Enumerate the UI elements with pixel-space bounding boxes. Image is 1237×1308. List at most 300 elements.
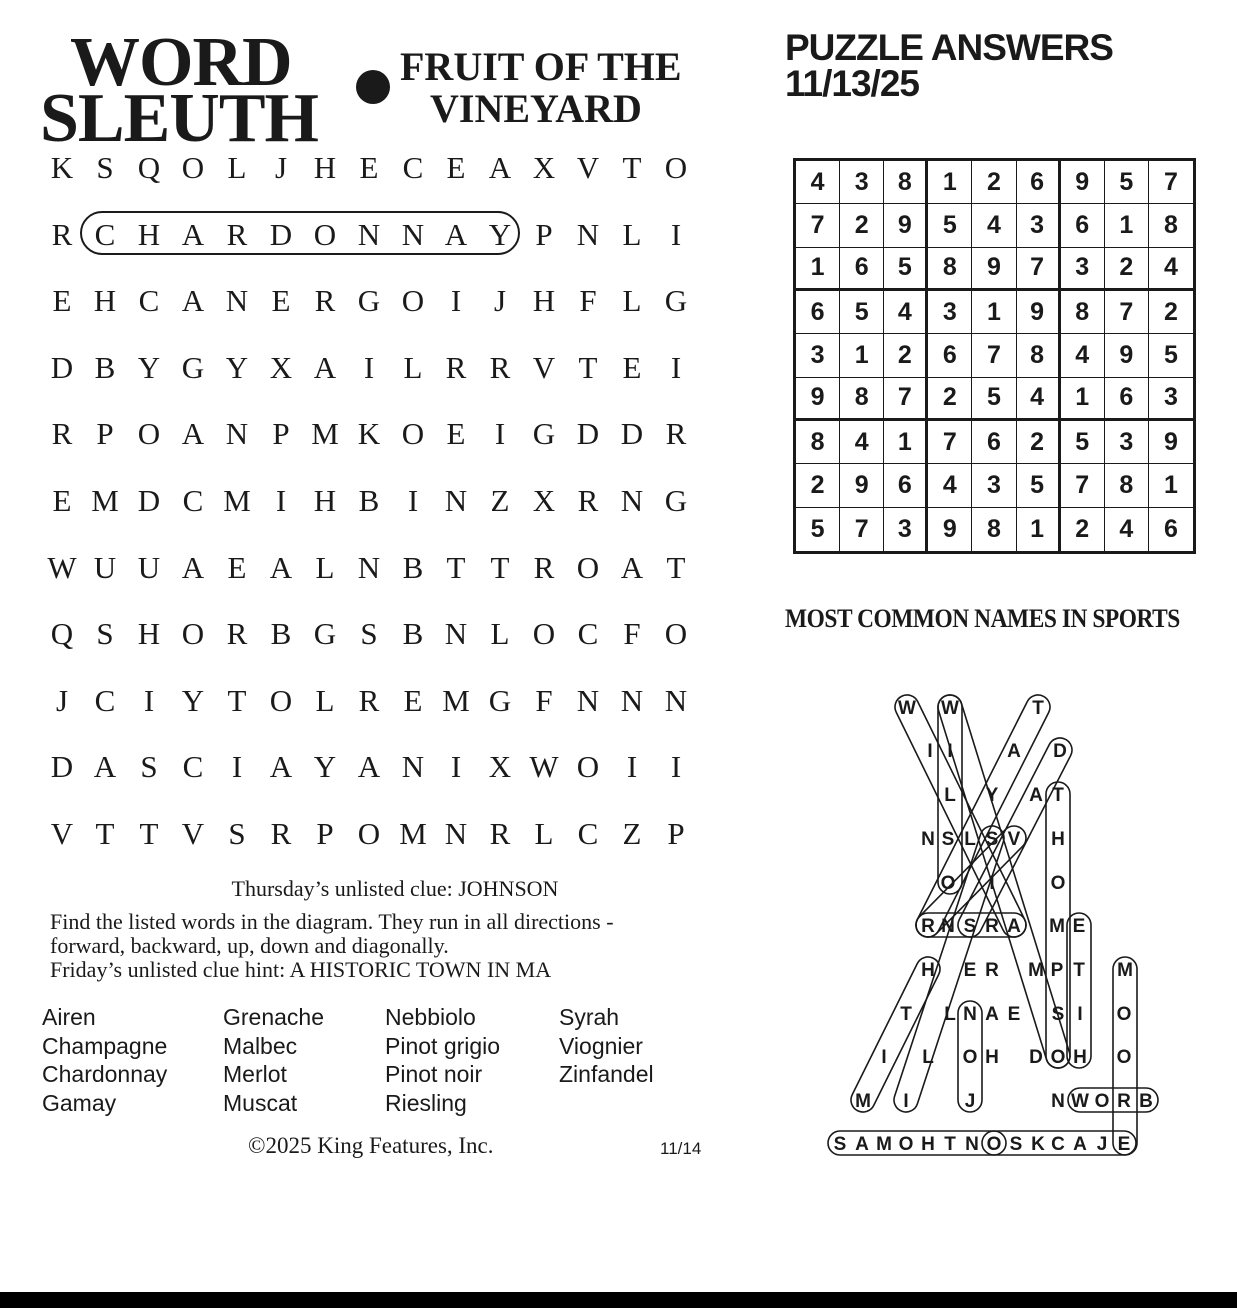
sudoku-cell: 5: [796, 508, 840, 551]
word-list-item: Riesling: [385, 1089, 467, 1116]
crisscross-letter: T: [944, 1134, 956, 1155]
word-search-row: [40, 348, 700, 388]
word-search-letter: H: [137, 616, 161, 652]
word-search-letter: K: [357, 416, 381, 452]
word-list-column: [223, 1003, 324, 1117]
word-search-letter: N: [620, 483, 644, 518]
word-search-letter: E: [359, 150, 379, 185]
crisscross-letter: A: [1007, 741, 1021, 762]
crisscross-letter: M: [876, 1134, 892, 1155]
crisscross-letter: S: [963, 916, 977, 937]
crisscross-letter: I: [903, 1091, 909, 1112]
puzzle-title-word: WORD: [70, 24, 292, 101]
crisscross-letter: O: [1094, 1091, 1110, 1112]
sudoku-cell: 6: [796, 291, 840, 334]
crisscross-letter: N: [963, 1004, 977, 1025]
word-search-letter: O: [401, 416, 425, 452]
puzzle-theme-line1: FRUIT OF THE: [400, 44, 682, 89]
word-search-row: [40, 414, 700, 454]
word-search-letter: O: [181, 616, 205, 652]
word-list-item: Pinot grigio: [385, 1032, 501, 1059]
word-search-letter: D: [50, 749, 74, 785]
word-search-letter: Y: [225, 349, 249, 385]
sudoku-cell: 7: [1017, 248, 1061, 291]
sudoku-cell: 3: [1061, 248, 1105, 291]
sudoku-cell: 9: [972, 248, 1016, 291]
sudoku-cell: 2: [840, 204, 884, 247]
word-search-letter: L: [403, 349, 423, 385]
word-search-letter: M: [399, 816, 427, 851]
word-search-letter: G: [664, 283, 688, 319]
sudoku-cell: 2: [1149, 291, 1193, 334]
sudoku-cell: 5: [928, 204, 972, 247]
sudoku-cell: 5: [972, 378, 1016, 421]
puzzle-title-sleuth: SLEUTH: [40, 80, 318, 157]
sudoku-cell: 5: [1105, 161, 1149, 204]
copyright: ©2025 King Features, Inc.: [248, 1133, 494, 1158]
word-search-letter: E: [52, 483, 72, 518]
word-search-letter: X: [488, 749, 512, 785]
crisscross-letter: L: [944, 1004, 956, 1025]
crisscross-letter: A: [1029, 785, 1043, 806]
word-search-letter: E: [271, 283, 291, 319]
word-list-item: Pinot noir: [385, 1061, 483, 1087]
sudoku-cell: 1: [796, 248, 840, 291]
word-search-row: [40, 148, 700, 188]
word-search-letter: S: [96, 616, 114, 652]
word-search-letter: B: [270, 616, 292, 652]
answers-title: [785, 27, 1113, 104]
bullet-icon: [356, 70, 390, 104]
sudoku-cell: 6: [1163, 514, 1178, 543]
sudoku-cell: 2: [1017, 421, 1061, 464]
word-search-row: [40, 681, 700, 721]
word-search-row: [40, 747, 700, 787]
word-search-letter: Y: [488, 216, 512, 252]
word-list-item: Zinfandel: [559, 1061, 654, 1087]
sudoku-cell: 9: [928, 508, 972, 551]
sudoku-cell: 4: [1017, 378, 1061, 421]
crisscross-letter: Y: [985, 785, 999, 806]
word-search-letter: G: [181, 349, 205, 385]
sudoku-cell: 1: [884, 421, 928, 464]
word-search-letter: H: [313, 483, 337, 518]
crisscross-letter: S: [1051, 1004, 1065, 1025]
word-list-column: [385, 1003, 500, 1117]
word-search-letter: D: [50, 349, 74, 385]
word-search-letter: T: [578, 349, 598, 385]
crisscross-letter: H: [921, 1134, 935, 1155]
word-list-column: [559, 1003, 654, 1089]
word-search-letter: N: [444, 816, 468, 851]
sudoku-cell: 4: [840, 421, 884, 464]
word-search-letter: V: [532, 349, 556, 385]
word-search-row: [40, 548, 700, 588]
sudoku-cell: 4: [972, 204, 1016, 247]
crisscross-letter: E: [1072, 916, 1086, 937]
crisscross-letter: R: [985, 916, 999, 937]
word-search-letter: A: [181, 283, 205, 319]
word-search-letter: N: [576, 216, 600, 252]
word-search-letter: O: [576, 549, 600, 585]
word-search-letter: A: [181, 216, 205, 252]
word-search-letter: P: [96, 416, 114, 452]
word-search-letter: T: [490, 549, 510, 585]
word-search-letter: N: [664, 682, 688, 718]
crisscross-letter: K: [1031, 1134, 1045, 1155]
crisscross-letter: N: [921, 829, 935, 850]
word-search-letter: V: [181, 816, 205, 851]
word-search-letter: R: [665, 416, 687, 452]
word-search-letter: N: [444, 616, 468, 652]
sudoku-cell: 8: [884, 161, 928, 204]
sudoku-cell: 4: [1105, 508, 1149, 551]
crisscross-letter: H: [921, 960, 935, 981]
word-search-letter: L: [227, 150, 247, 185]
word-search-letter: E: [52, 283, 72, 319]
crisscross-letter: I: [1077, 1004, 1083, 1025]
sudoku-cell: 7: [1061, 464, 1105, 507]
word-search-letter: L: [622, 216, 642, 252]
sudoku-cell: 6: [884, 464, 928, 507]
word-search-letter: R: [51, 416, 73, 452]
crisscross-letter: N: [965, 1134, 979, 1155]
sudoku-cell: 2: [972, 161, 1016, 204]
word-search-letter: R: [533, 549, 555, 585]
word-search-letter: N: [225, 283, 249, 319]
sudoku-cell: 7: [972, 334, 1016, 377]
crisscross-letter: T: [1032, 698, 1044, 719]
word-search-letter: N: [576, 682, 600, 718]
crisscross-letter: M: [1117, 960, 1133, 981]
word-search-letter: W: [529, 749, 559, 785]
word-search-row: [40, 281, 700, 321]
crisscross-letter: H: [985, 1047, 999, 1068]
crisscross-letter: A: [1073, 1134, 1087, 1155]
word-search-letter: C: [402, 150, 424, 185]
crisscross-letter: V: [1007, 829, 1021, 850]
sudoku-cell: 5: [1061, 421, 1105, 464]
word-list-item: Malbec: [223, 1032, 298, 1059]
sudoku-cell: 4: [928, 464, 972, 507]
word-search-row: [40, 614, 700, 654]
word-search-letter: C: [182, 749, 204, 785]
word-search-letter: X: [532, 483, 556, 518]
word-list-item: Grenache: [223, 1004, 325, 1030]
crisscross-letter: J: [1096, 1134, 1108, 1155]
sudoku-cell: 1: [972, 291, 1016, 334]
word-search-letter: R: [445, 349, 467, 385]
word-search-letter: I: [407, 483, 419, 518]
sudoku-cell: 9: [884, 204, 928, 247]
word-search-letter: A: [444, 216, 468, 252]
crisscross-letter: R: [985, 960, 999, 981]
word-search-letter: Y: [181, 682, 205, 718]
sudoku-cell: 1: [928, 161, 972, 204]
word-search-letter: A: [357, 749, 381, 785]
crisscross-letter: A: [855, 1134, 869, 1155]
sudoku-cell: 8: [1061, 291, 1105, 334]
word-search-letter: E: [227, 549, 247, 585]
crisscross-letter: L: [944, 785, 956, 806]
word-search-letter: I: [494, 416, 506, 452]
word-search-letter: T: [446, 549, 466, 585]
word-search-letter: A: [181, 549, 205, 585]
sudoku-cell: 4: [884, 291, 928, 334]
word-list-column: [42, 1003, 167, 1117]
crisscross-letter: O: [898, 1134, 914, 1155]
sudoku-cell: 8: [928, 248, 972, 291]
word-list-item: Merlot: [223, 1061, 287, 1087]
sudoku-cell: 8: [1105, 464, 1149, 507]
word-search-letter: U: [93, 549, 117, 585]
crisscross-letter: M: [855, 1091, 871, 1112]
instruction-line: Friday’s unlisted clue hint: A HISTORIC TOWN IN MA: [50, 957, 552, 982]
page-date: 11/14: [660, 1139, 702, 1158]
crisscross-letter: O: [962, 1047, 978, 1068]
crisscross-letter: B: [1139, 1091, 1153, 1112]
word-search-letter: A: [181, 416, 205, 452]
sudoku-cell: 9: [1149, 421, 1193, 464]
crisscross-letter: E: [1007, 1004, 1021, 1025]
sudoku-cell: 2: [1061, 508, 1105, 551]
crisscross-letter: I: [927, 741, 933, 762]
instructions: [50, 910, 730, 982]
word-search-letter: Y: [137, 349, 161, 385]
word-search-letter: L: [622, 283, 642, 319]
sudoku-cell: 2: [1105, 248, 1149, 291]
answer-word-capsule: [891, 691, 1030, 941]
word-search-letter: Y: [313, 749, 337, 785]
word-search-letter: B: [358, 483, 380, 518]
sudoku-cell: 6: [1017, 161, 1061, 204]
word-search-letter: O: [532, 616, 556, 652]
sudoku-cell: 4: [1149, 248, 1193, 291]
word-search-row: [40, 814, 700, 854]
word-search-letter: B: [94, 349, 116, 385]
crisscross-letter: R: [921, 916, 935, 937]
word-search-letter: J: [493, 283, 507, 319]
word-search-letter: R: [226, 616, 248, 652]
bottom-bar: [0, 1292, 1237, 1308]
crisscross-letter: N: [1051, 1091, 1065, 1112]
word-search-letter: L: [315, 682, 335, 718]
word-search-row: [40, 481, 700, 521]
sudoku-cell: 5: [884, 248, 928, 291]
word-list-item: Gamay: [42, 1089, 117, 1116]
sudoku-cell: 5: [1017, 464, 1061, 507]
word-search-letter: A: [488, 150, 512, 185]
word-search-letter: O: [401, 283, 425, 319]
word-search-letter: D: [137, 483, 161, 518]
sudoku-cell: 3: [928, 291, 972, 334]
crisscross-letter: N: [941, 916, 955, 937]
sudoku-cell: 9: [796, 378, 840, 421]
word-search-letter: I: [450, 283, 462, 319]
word-search-letter: R: [358, 682, 380, 718]
sudoku-cell: 8: [796, 421, 840, 464]
sudoku-cell: 3: [1017, 204, 1061, 247]
word-search-letter: N: [444, 483, 468, 518]
crisscross-letter: L: [964, 829, 976, 850]
sudoku-cell: 4: [1061, 334, 1105, 377]
crisscross-letter: H: [1073, 1047, 1087, 1068]
word-list-item: Champagne: [42, 1032, 168, 1059]
word-search-letter: Z: [490, 483, 510, 518]
crisscross-letter: O: [1116, 1004, 1132, 1025]
crisscross-letter: I: [947, 741, 953, 762]
word-search-letter: E: [446, 416, 466, 452]
word-search-letter: R: [51, 216, 73, 252]
word-search-letter: S: [140, 749, 158, 785]
word-search-letter: G: [664, 483, 688, 518]
word-list-item: Nebbiolo: [385, 1004, 476, 1030]
word-search-letter: P: [272, 416, 290, 452]
word-search-letter: E: [446, 150, 466, 185]
word-search-letter: T: [227, 682, 247, 718]
unlisted-clue: Thursday’s unlisted clue: JOHNSON: [231, 876, 559, 901]
word-search-letter: I: [143, 682, 155, 718]
word-search-letter: X: [269, 349, 293, 385]
sudoku-cell: 7: [884, 378, 928, 421]
word-search-letter: I: [363, 349, 375, 385]
crisscross-letter: I: [881, 1047, 887, 1068]
word-search-letter: T: [139, 816, 159, 851]
sports-puzzle-title: MOST COMMON NAMES IN SPORTS: [785, 604, 1180, 633]
sudoku-cell: 6: [1105, 378, 1149, 421]
sudoku-cell: 6: [1061, 204, 1105, 247]
word-search-letter: Q: [50, 616, 74, 652]
word-list-item: Muscat: [223, 1089, 298, 1116]
word-search-letter: M: [223, 483, 251, 518]
word-search-letter: L: [534, 816, 554, 851]
sudoku-cell: 7: [1105, 291, 1149, 334]
instruction-line: forward, backward, up, down and diagonally.: [50, 933, 449, 958]
sudoku-cell: 8: [972, 508, 1016, 551]
word-search-letter: A: [313, 349, 337, 385]
word-list-item: Airen: [42, 1004, 96, 1030]
sudoku-cell: 2: [928, 378, 972, 421]
word-search-letter: M: [91, 483, 119, 518]
sudoku-cell: 9: [1105, 334, 1149, 377]
word-search-letter: V: [576, 150, 600, 185]
crisscross-letter: W: [941, 698, 959, 719]
word-search-letter: J: [55, 682, 69, 718]
word-search-letter: R: [489, 349, 511, 385]
word-search-letter: E: [622, 349, 642, 385]
word-search-letter: G: [488, 682, 512, 718]
answers-date: 11/13/25: [785, 63, 919, 104]
sudoku-cell: 1: [1105, 204, 1149, 247]
crisscross-letter: E: [1117, 1134, 1131, 1155]
word-search-letter: W: [47, 549, 77, 585]
sudoku-cell: 8: [1149, 204, 1193, 247]
crisscross-letter: W: [898, 698, 916, 719]
word-search-letter: S: [228, 816, 246, 851]
word-search-letter: K: [50, 150, 74, 185]
sudoku-cell: 7: [1149, 161, 1193, 204]
word-search-letter: A: [269, 749, 293, 785]
crisscross-letter: O: [940, 873, 956, 894]
crisscross-letter: O: [1050, 1047, 1066, 1068]
puzzle-theme-line2: VINEYARD: [430, 86, 642, 131]
sudoku-cell: 3: [1149, 378, 1193, 421]
sudoku-cell: 7: [840, 508, 884, 551]
crisscross-letter: M: [1028, 960, 1044, 981]
sudoku-cell: 6: [972, 421, 1016, 464]
word-search-letter: M: [442, 682, 470, 718]
word-search-letter: C: [138, 283, 160, 319]
word-search-letter: P: [535, 216, 553, 252]
word-search-letter: C: [577, 616, 599, 652]
word-search-letter: X: [532, 150, 556, 185]
word-search-letter: F: [623, 616, 641, 652]
word-search-letter: A: [93, 749, 117, 785]
word-search-letter: N: [357, 549, 381, 585]
crisscross-letter: A: [985, 1004, 999, 1025]
found-word-circle: [80, 211, 520, 255]
crisscross-letter: S: [1009, 1134, 1023, 1155]
word-list-item: Chardonnay: [42, 1061, 168, 1087]
sudoku-cell: 8: [840, 378, 884, 421]
crisscross-letter: L: [922, 1047, 934, 1068]
sudoku-cell: 4: [796, 161, 840, 204]
word-search-letter: Q: [137, 150, 161, 185]
crisscross-letter: I: [989, 873, 995, 894]
crisscross-letter: P: [1050, 960, 1064, 981]
word-search-letter: T: [666, 549, 686, 585]
answers-title-line: PUZZLE ANSWERS: [785, 27, 1113, 68]
word-search-letter: N: [225, 416, 249, 452]
word-search-letter: L: [490, 616, 510, 652]
sudoku-cell: 9: [1017, 291, 1061, 334]
word-search-letter: P: [316, 816, 334, 851]
word-search-letter: H: [137, 216, 161, 252]
word-search-letter: T: [622, 150, 642, 185]
word-search-letter: C: [577, 816, 599, 851]
word-search-letter: C: [94, 682, 116, 718]
sudoku-cell: 2: [884, 334, 928, 377]
sudoku-cell: 1: [1061, 378, 1105, 421]
word-search-letter: O: [576, 749, 600, 785]
sudoku-cell: 9: [840, 464, 884, 507]
word-search-letter: N: [357, 216, 381, 252]
word-search-letter: B: [402, 616, 424, 652]
word-search-letter: G: [532, 416, 556, 452]
word-search-letter: E: [403, 682, 423, 718]
word-search-letter: T: [95, 816, 115, 851]
word-search-letter: O: [664, 150, 688, 185]
word-search-letter: D: [576, 416, 600, 452]
sudoku-cell: 2: [796, 464, 840, 507]
sudoku-grid: [793, 158, 1196, 554]
word-search-letter: H: [532, 283, 556, 319]
instruction-line: Find the listed words in the diagram. They run in all directions -: [50, 909, 614, 934]
word-search-letter: V: [50, 816, 74, 851]
word-search-letter: P: [667, 816, 685, 851]
word-search-letter: H: [93, 283, 117, 319]
word-search-letter: I: [670, 216, 682, 252]
crisscross-letter: D: [1053, 741, 1067, 762]
crisscross-letter: S: [941, 829, 955, 850]
sudoku-cell: 3: [796, 334, 840, 377]
word-list-item: Syrah: [559, 1004, 620, 1030]
word-search-letter: O: [664, 616, 688, 652]
crisscross-letter: W: [1071, 1091, 1089, 1112]
sudoku-cell: 1: [1017, 508, 1061, 551]
crisscross-letter: O: [986, 1134, 1002, 1155]
sudoku-cell: 3: [1105, 421, 1149, 464]
